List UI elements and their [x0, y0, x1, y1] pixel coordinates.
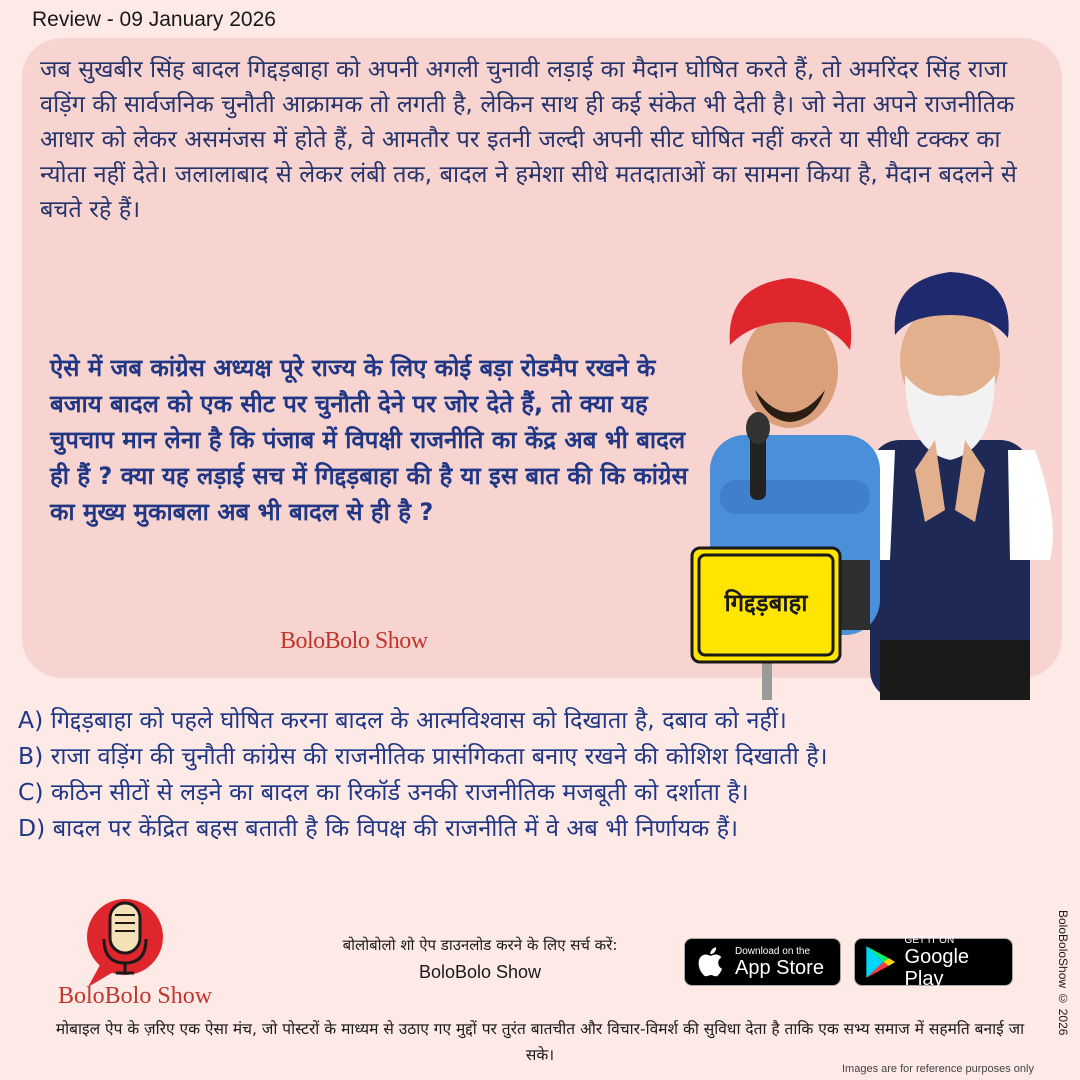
signboard-label: गिद्दड़बाहा: [724, 589, 808, 617]
copyright-vertical: BoloBoloShow © 2026: [1056, 910, 1070, 1036]
answer-options: [18, 702, 1068, 846]
review-date: Review - 09 January 2026: [32, 8, 276, 31]
card-brand-watermark: BoloBolo Show: [280, 628, 428, 654]
google-play-icon: [865, 945, 897, 979]
option-b[interactable]: B) राजा वड़िंग की चुनौती कांग्रेस की राजनीतिक प्रासंगिकता बनाए रखने की कोशिश दिखाती है।: [18, 742, 828, 770]
app-store-button[interactable]: [684, 938, 841, 986]
question-paragraph: ऐसे में जब कांग्रेस अध्यक्ष पूरे राज्य के लिए कोई बड़ा रोडमैप रखने के बजाय बादल को एक सीट पर चुनौती देने पर जोर देते हैं, तो क्या यह चुपचाप मान लेना है कि पंजाब में विपक्षी राजनीति का केंद्र अब भी बादल ही हैं ? क्या यह लड़ाई सच में गिद्दड़बाहा की है या इस बात की कि कांग्रेस का मुख्य मुकाबला अब भी बादल से ही है ?: [50, 354, 688, 526]
app-store-big: App Store: [735, 956, 824, 979]
disclaimer: Images are for reference purposes only: [842, 1063, 1034, 1075]
intro-paragraph: जब सुखबीर सिंह बादल गिद्दड़बाहा को अपनी अगली चुनावी लड़ाई का मैदान घोषित करते हैं, तो अमरिंदर सिंह राजा वड़िंग की सार्वजनिक चुनौती आक्रामक तो लगती है, लेकिन साथ ही कई संकेत भी देती है। जो नेता अपने राजनीतिक आधार को लेकर असमंजस में होते हैं, वे आमतौर पर इतनी जल्दी अपनी सीट घोषित नहीं करते या सीधी टक्कर का न्योता नहीं देते। जलालाबाद से लेकर लंबी तक, बादल ने हमेशा सीधे मतदाताओं का सामना किया है, मैदान बदलने से बचते रहे हैं।: [40, 55, 1017, 223]
apple-icon: [695, 945, 729, 979]
footer-brand: BoloBolo Show: [58, 983, 213, 1009]
politicians-illustration: [690, 260, 1070, 700]
google-play-small: GET IT ON: [904, 934, 955, 946]
giddarbaha-signboard: [692, 548, 840, 700]
option-d[interactable]: D) बादल पर केंद्रित बहस बताती है कि विपक्ष की राजनीति में वे अब भी निर्णायक हैं।: [18, 814, 739, 842]
google-play-button[interactable]: [854, 934, 1013, 990]
option-a[interactable]: A) गिद्दड़बाहा को पहले घोषित करना बादल के आत्मविश्वास को दिखाता है, दबाव को नहीं।: [18, 706, 787, 734]
app-store-small: Download on the: [735, 945, 811, 957]
google-play-big: Google Play: [904, 945, 970, 990]
search-prompt: बोलोबोलो शो ऐप डाउनलोड करने के लिए सर्च करें:: [342, 936, 618, 954]
option-c[interactable]: C) कठिन सीटों से लड़ने का बादल का रिकॉर्ड उनकी राजनीतिक मजबूती को दर्शाता है।: [18, 778, 749, 806]
search-term: BoloBolo Show: [418, 962, 542, 982]
mission-statement: मोबाइल ऐप के ज़रिए एक ऐसा मंच, जो पोस्टरों के माध्यम से उठाए गए मुद्दों पर तुरंत बातचीत और विचार-विमर्श की सुविधा देता है ताकि एक सभ्य समाज में सहमति बनाई जा सके।: [55, 1020, 1025, 1064]
